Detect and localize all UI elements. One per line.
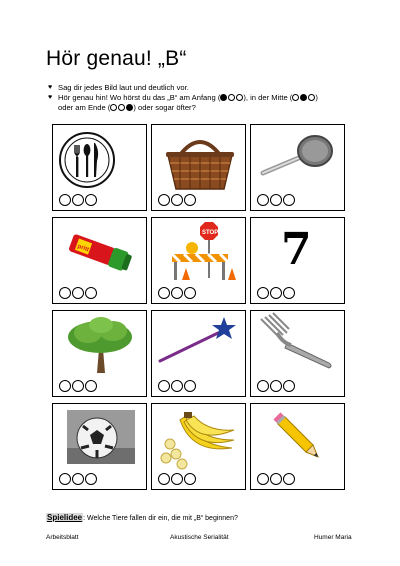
heart-bullet-icon: ♥ xyxy=(48,94,53,101)
footer-left: Arbeitsblatt xyxy=(46,534,79,541)
magic-wand-icon xyxy=(152,311,246,381)
answer-circles[interactable] xyxy=(257,473,295,485)
instruction-line-3: oder am Ende ( ) oder sogar öfter? xyxy=(58,103,196,112)
glue-stick-icon xyxy=(53,218,147,288)
soccer-ball-icon xyxy=(53,404,147,474)
cell-fork xyxy=(250,310,345,397)
answer-circles[interactable] xyxy=(59,473,97,485)
basket-icon xyxy=(152,125,246,195)
game-idea-label: Spielidee xyxy=(47,513,83,522)
cell-basket xyxy=(151,124,246,211)
answer-circles[interactable] xyxy=(257,380,295,392)
answer-circles[interactable] xyxy=(158,194,196,206)
cell-bananas xyxy=(151,403,246,490)
construction-site-icon xyxy=(152,218,246,288)
pencil-icon xyxy=(251,404,345,474)
number-seven-text: 7 xyxy=(281,224,312,275)
answer-circles[interactable] xyxy=(59,287,97,299)
instruction-line-1: Sag dir jedes Bild laut und deutlich vor. xyxy=(58,83,189,92)
position-middle-icon xyxy=(292,94,315,101)
stop-sign-text: STOP xyxy=(202,230,219,236)
answer-circles[interactable] xyxy=(59,194,97,206)
game-idea xyxy=(46,513,238,522)
answer-circles[interactable] xyxy=(158,287,196,299)
cell-glue-stick xyxy=(52,217,147,304)
cell-construction-site xyxy=(151,217,246,304)
footer-right: Humer Maria xyxy=(314,534,352,541)
plate-cutlery-icon xyxy=(53,125,147,195)
cell-sieve xyxy=(250,124,345,211)
page-title: Hör genau! „B“ xyxy=(46,47,187,70)
cell-tree xyxy=(52,310,147,397)
bananas-icon xyxy=(152,404,246,474)
answer-circles[interactable] xyxy=(257,194,295,206)
cell-magic-wand xyxy=(151,310,246,397)
picture-grid xyxy=(52,124,346,492)
heart-bullet-icon: ♥ xyxy=(48,84,53,91)
glue-brand-text: pritt xyxy=(76,243,90,254)
answer-circles[interactable] xyxy=(158,473,196,485)
position-end-icon xyxy=(110,104,133,111)
footer-center: Akustische Serialität xyxy=(170,534,229,541)
game-idea-text: : Welche Tiere fallen dir ein, die mit „B“ beginnen? xyxy=(83,515,238,522)
answer-circles[interactable] xyxy=(158,380,196,392)
instruction-line-2: Hör genau hin! Wo hörst du das „B“ am Anfang ( ), in der Mitte ( ) xyxy=(58,93,318,102)
fork-icon xyxy=(251,311,345,381)
tree-icon xyxy=(53,311,147,381)
answer-circles[interactable] xyxy=(257,287,295,299)
position-start-icon xyxy=(220,94,243,101)
sieve-icon xyxy=(251,125,345,195)
cell-soccer-ball xyxy=(52,403,147,490)
cell-plate-cutlery xyxy=(52,124,147,211)
instructions xyxy=(48,83,368,113)
cell-number-seven xyxy=(250,217,345,304)
cell-pencil xyxy=(250,403,345,490)
answer-circles[interactable] xyxy=(59,380,97,392)
